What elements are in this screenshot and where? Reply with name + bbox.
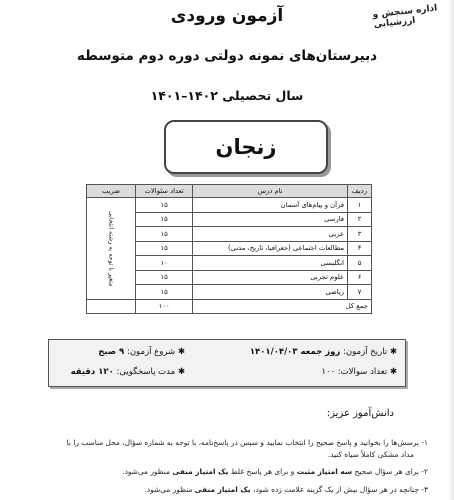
exam-duration-label: مدت پاسخگویی: — [116, 367, 176, 377]
note-2-pre: ۲- برای هر سؤال صحیح — [354, 467, 428, 476]
question-total-value: ۱۰۰ — [321, 367, 336, 377]
question-count: ۱۰ — [136, 256, 193, 271]
note-1 — [10, 437, 428, 461]
row-number: ۴ — [348, 241, 372, 256]
exam-date — [250, 347, 397, 357]
exam-duration — [71, 367, 185, 377]
star-icon: ✱ — [177, 347, 185, 357]
note-3-post: منظور می‌شود. — [144, 485, 193, 494]
city-box — [164, 120, 328, 174]
note-2 — [10, 466, 428, 478]
subject-name: فارسی — [193, 212, 348, 227]
note-3 — [10, 484, 428, 496]
page-subtitle: دبیرستان‌های نمونه دولتی دوره دوم متوسطه — [76, 48, 378, 64]
exam-date-value: روز جمعه ۱۴۰۱/۰۴/۰۳ — [249, 347, 341, 357]
total-empty-cell — [87, 299, 136, 314]
row-number: ۷ — [348, 285, 372, 300]
note-3-pre: ۳- چنانچه در هر سؤال بیش از یک گزینه علامت زده شود، — [253, 485, 428, 494]
subject-name: ریاضی — [193, 285, 348, 300]
coefficient-note: متغیر با توجه به رشته انتخابی — [87, 198, 136, 300]
note-3-bold: یک امتیاز منفی — [194, 485, 251, 494]
question-count: ۱۵ — [136, 212, 193, 227]
total-label: جمع کل — [193, 299, 372, 314]
header-coef: ضریب — [87, 185, 136, 198]
organization-logo: اداره سنجش و ارزشیابی — [372, 3, 438, 31]
subject-name: مطالعات اجتماعی (جغرافیا، تاریخ، مدنی) — [193, 241, 348, 256]
exam-start-label: شروع آزمون: — [126, 347, 176, 357]
city-name: زنجان — [215, 135, 277, 159]
question-total — [321, 367, 397, 377]
question-count: ۱۵ — [136, 270, 193, 285]
question-count: ۱۵ — [136, 241, 193, 256]
subjects-table — [86, 184, 372, 314]
row-number: ۵ — [348, 256, 372, 271]
page-edge-shadow — [448, 0, 454, 500]
academic-year: سال تحصیلی ۱۴۰۲–۱۴۰۱ — [150, 88, 304, 103]
table-row — [87, 198, 372, 213]
question-count: ۱۵ — [136, 285, 193, 300]
row-number: ۱ — [348, 198, 372, 213]
note-1-line-1: ۱- پرسش‌ها را بخوانید و پاسخ صحیح را انتخاب نمایید و سپس در پاسخ‌نامه، با توجه به شماره سؤال، محل مناسب را با — [66, 438, 428, 447]
star-icon: ✱ — [177, 367, 185, 377]
question-total-label: تعداد سوالات: — [337, 367, 388, 377]
row-number: ۶ — [348, 270, 372, 285]
star-icon: ✱ — [389, 347, 397, 357]
exam-duration-value: ۱۲۰ دقیقه — [70, 367, 114, 377]
question-count: ۱۵ — [136, 227, 193, 242]
notes-title: دانش‌آموز عزیز: — [326, 408, 394, 419]
note-2-bold-1: سه امتیاز مثبت — [296, 467, 353, 476]
header-row-number: ردیف — [348, 185, 372, 198]
total-value: ۱۰۰ — [136, 299, 193, 314]
exam-date-label: تاریخ آزمون: — [343, 347, 388, 357]
question-count: ۱۵ — [136, 198, 193, 213]
subject-name: انگلیسی — [193, 256, 348, 271]
exam-start — [98, 347, 185, 357]
note-2-mid: و برای هر پاسخ غلط — [230, 467, 295, 476]
subject-name: قرآن و پیام‌های آسمان — [193, 198, 348, 213]
note-1-line-2: مداد مشکی کاملاً سیاه کنید. — [327, 450, 414, 459]
header-subject: نام درس — [193, 185, 348, 198]
table-total-row — [87, 299, 372, 314]
subject-name: عربی — [193, 227, 348, 242]
note-2-bold-2: یک امتیاز منفی — [172, 467, 229, 476]
exam-start-value: ۹ صبح — [98, 347, 125, 357]
row-number: ۳ — [348, 227, 372, 242]
exam-info-box — [48, 339, 406, 387]
note-2-post: منظور می‌شود. — [122, 467, 170, 476]
row-number: ۲ — [348, 212, 372, 227]
star-icon: ✱ — [389, 367, 397, 377]
table-header-row — [87, 185, 372, 198]
header-count: تعداد سئوالات — [136, 185, 193, 198]
subject-name: علوم تجربی — [193, 270, 348, 285]
page-title: آزمون ورودی — [170, 6, 284, 26]
